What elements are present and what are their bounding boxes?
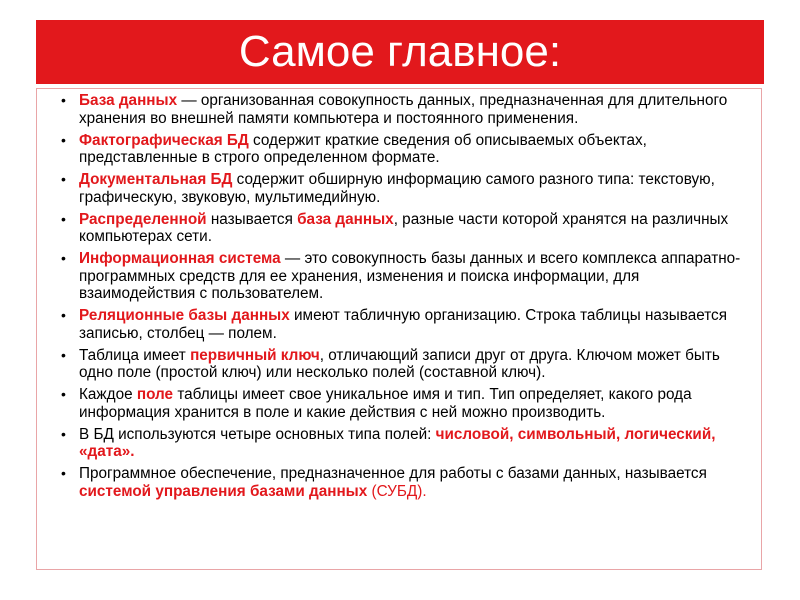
- bullet-text: В БД используются четыре основных типа полей:: [79, 425, 436, 443]
- bullet-text: таблицы имеет свое уникальное имя и тип. Тип определяет, какого рода информация хранится в поле и какие действия с ней можно производить.: [79, 386, 692, 421]
- bullet-item: [59, 386, 751, 421]
- bullet-item: [59, 132, 751, 167]
- bullet-text: называется: [206, 210, 298, 228]
- bullet-text: — организованная совокупность данных, предназначенная для длительного хранения во внешней памяти компьютера и постоянного применения.: [79, 92, 728, 127]
- highlighted-term: база данных: [297, 210, 394, 228]
- title-banner: [36, 20, 764, 84]
- bullet-text: — это совокупность базы данных и всего комплекса аппаратно-программных средств для ее хранения, изменения и поиска информации, для взаимодействия с пользователем.: [79, 250, 741, 302]
- bullet-text: , разные части которой хранятся на различных компьютерах сети.: [79, 210, 729, 245]
- highlighted-term: Реляционные базы данных: [79, 307, 290, 324]
- bullet-text: Каждое: [79, 386, 137, 403]
- highlighted-term: Распределенной: [79, 210, 207, 228]
- bullet-list: [59, 92, 751, 500]
- bullet-item: [59, 426, 751, 461]
- bullet-text: содержит обширную информацию самого разного типа: текстовую, графическую, звуковую, мультимедийную.: [79, 171, 715, 206]
- bullet-text: содержит краткие сведения об описываемых объектах, представленные в строго определенном формате.: [79, 131, 647, 166]
- highlighted-term: первичный ключ: [190, 346, 320, 364]
- highlighted-term: База данных: [79, 92, 178, 109]
- slide-title: Самое главное:: [238, 27, 562, 76]
- bullet-text: Таблица имеет: [79, 346, 191, 364]
- bullet-item: [59, 307, 751, 342]
- highlighted-term: системой управления базами данных: [79, 482, 368, 500]
- bullet-item: [59, 465, 751, 500]
- highlighted-term: Фактографическая БД: [79, 131, 249, 149]
- highlighted-term: (СУБД).: [367, 482, 427, 500]
- bullet-item: [59, 347, 751, 382]
- bullet-item: [59, 171, 751, 206]
- bullet-item: [59, 250, 751, 303]
- bullet-text: имеют табличную организацию. Строка таблицы называется записью, столбец — полем.: [79, 307, 727, 342]
- highlighted-term: поле: [136, 386, 174, 403]
- bullet-text: Программное обеспечение, предназначенное для работы с базами данных, называется: [79, 465, 707, 482]
- bullet-text: , отличающий записи друг от друга. Ключом может быть одно поле (простой ключ) или несколько полей (составной ключ).: [79, 346, 720, 381]
- highlighted-term: Информационная система: [79, 250, 281, 267]
- content-frame: [36, 88, 762, 570]
- highlighted-term: Документальная БД: [79, 171, 233, 188]
- highlighted-term: числовой, символьный, логический, «дата».: [79, 425, 716, 460]
- bullet-item: [59, 211, 751, 246]
- bullet-item: [59, 92, 751, 127]
